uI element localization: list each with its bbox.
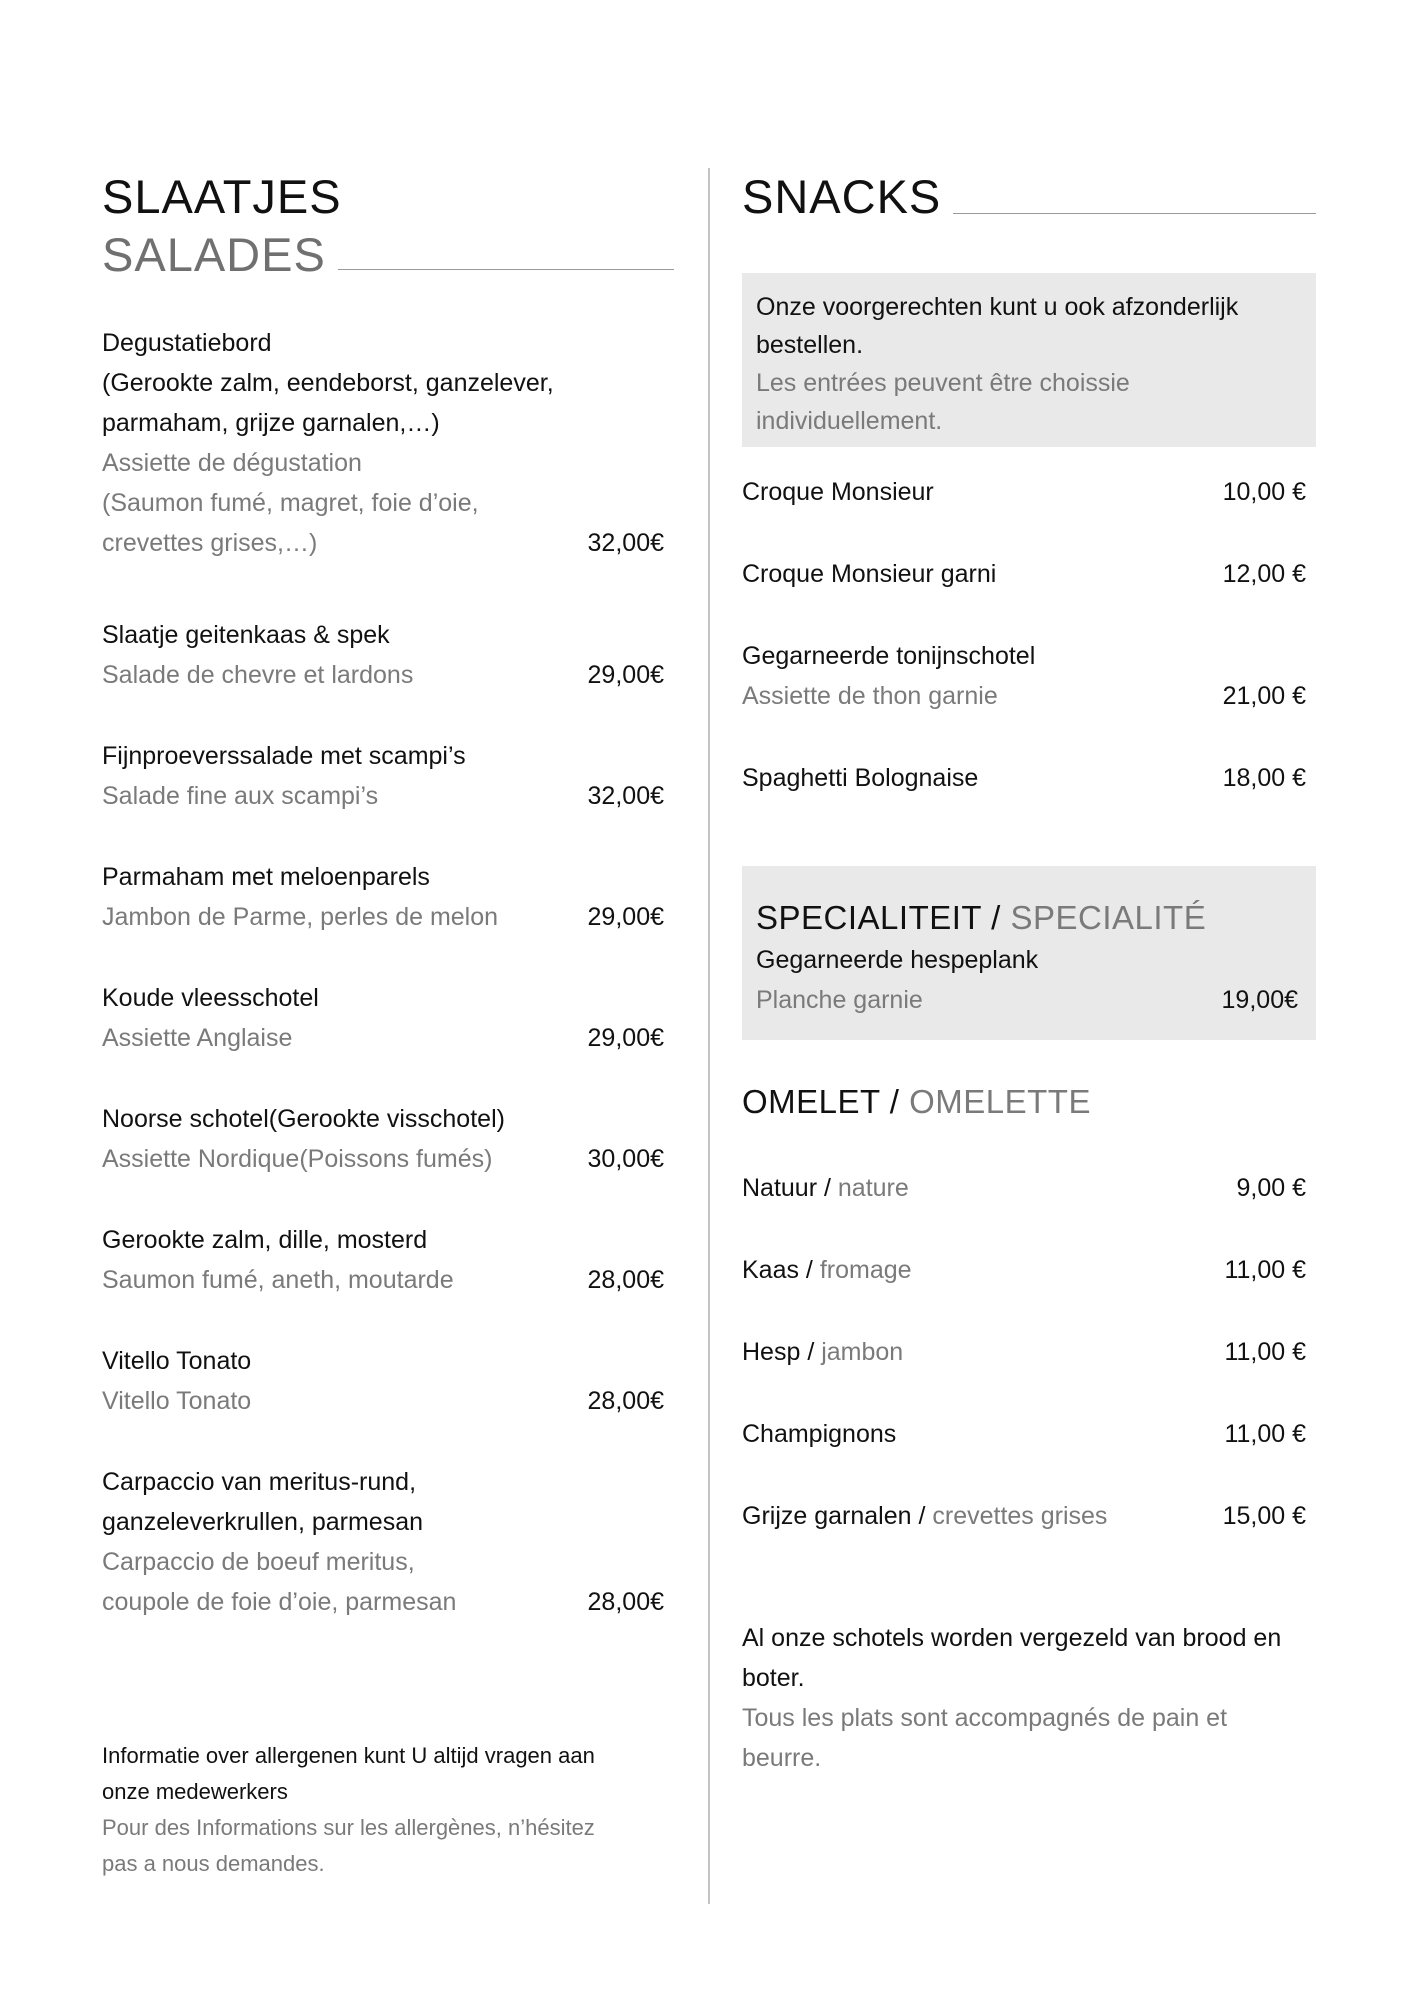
speciality-title <box>756 896 1302 940</box>
dish-price: 32,00€ <box>587 529 664 557</box>
snack-name: Croque Monsieur <box>742 478 934 506</box>
dish-item <box>102 1341 674 1421</box>
snack-price: 10,00 € <box>1222 478 1306 506</box>
dish-item <box>102 323 674 563</box>
dish-name-fr: Assiette de dégustation <box>102 449 362 477</box>
dish-name-fr: crevettes grises,…) <box>102 529 318 557</box>
dish-name-nl: ganzeleverkrullen, parmesan <box>102 1508 424 1536</box>
salads-title-nl: SLAATJES <box>102 170 342 223</box>
title-rule <box>953 213 1316 214</box>
bread-note <box>742 1618 1316 1778</box>
dish-name-nl: Fijnproeverssalade met scampi’s <box>102 742 466 770</box>
omelet-item: Kaas / fromage 11,00 € <box>742 1250 1316 1290</box>
dish-name-fr: Vitello Tonato <box>102 1387 252 1415</box>
dish-name-nl: parmaham, grijze garnalen,…) <box>102 409 440 437</box>
speciality-title-fr: SPECIALITÉ <box>1010 899 1207 936</box>
dish-item <box>102 1462 674 1622</box>
allergy-note-fr: Pour des Informations sur les allergènes, n’hésitez <box>102 1815 595 1840</box>
speciality-dish-fr: Planche garnie <box>756 986 923 1014</box>
dish-name-nl: Koude vleesschotel <box>102 984 319 1012</box>
omelet-title-nl: OMELET <box>742 1083 881 1120</box>
title-separator: / <box>991 899 1001 936</box>
dish-name-fr: coupole de foie d’oie, parmesan <box>102 1588 457 1616</box>
allergy-note-nl: onze medewerkers <box>102 1779 288 1804</box>
dish-name-fr: Jambon de Parme, perles de melon <box>102 903 499 931</box>
notice-fr: individuellement. <box>756 407 943 435</box>
salads-title-row <box>102 226 674 284</box>
snack-name-fr: Assiette de thon garnie <box>742 682 998 710</box>
omelet-price: 11,00 € <box>1224 1420 1306 1448</box>
omelet-item: Grijze garnalen / crevettes grises 15,00 € <box>742 1496 1316 1536</box>
notice-nl: bestellen. <box>756 331 864 359</box>
snack-price: 12,00 € <box>1222 560 1306 588</box>
notice-nl: Onze voorgerechten kunt u ook afzonderlijk <box>756 293 1239 321</box>
omelet-price: 11,00 € <box>1224 1256 1306 1284</box>
omelet-name-nl: Kaas <box>742 1256 799 1284</box>
bread-note-nl: boter. <box>742 1664 805 1692</box>
dish-item <box>102 615 674 695</box>
dish-price: 28,00€ <box>587 1387 664 1415</box>
dish-name-nl: Slaatje geitenkaas & spek <box>102 621 390 649</box>
dish-price: 29,00€ <box>587 661 664 689</box>
speciality-title-nl: SPECIALITEIT <box>756 899 982 936</box>
salads-title-fr: SALADES <box>102 228 326 281</box>
dish-name-fr: Salade de chevre et lardons <box>102 661 414 689</box>
notice-box <box>742 273 1316 447</box>
omelet-name-nl: Natuur <box>742 1174 818 1202</box>
snacks-title: SNACKS <box>742 170 942 223</box>
dish-item <box>102 978 674 1058</box>
dish-price: 28,00€ <box>587 1588 664 1616</box>
omelet-item <box>742 1414 1316 1454</box>
snack-price: 18,00 € <box>1222 764 1306 792</box>
omelet-name-fr: jambon <box>821 1338 904 1366</box>
omelet-name-nl: Grijze garnalen <box>742 1502 912 1530</box>
dish-name-fr: Carpaccio de boeuf meritus, <box>102 1548 415 1576</box>
speciality-price: 19,00€ <box>1221 986 1298 1014</box>
allergy-note <box>102 1738 674 1882</box>
bread-note-fr: Tous les plats sont accompagnés de pain et <box>742 1704 1228 1732</box>
omelet-price: 9,00 € <box>1236 1174 1306 1202</box>
omelet-name-fr: fromage <box>819 1256 912 1284</box>
dish-name-nl: Vitello Tonato <box>102 1347 252 1375</box>
speciality-dish <box>756 940 1302 1020</box>
allergy-note-nl: Informatie over allergenen kunt U altijd vragen aan <box>102 1743 595 1768</box>
bread-note-nl: Al onze schotels worden vergezeld van brood en <box>742 1624 1282 1652</box>
omelet-title <box>742 1080 1091 1124</box>
title-separator: / <box>889 1083 900 1120</box>
dish-price: 30,00€ <box>587 1145 664 1173</box>
dish-name-nl: Gerookte zalm, dille, mosterd <box>102 1226 428 1254</box>
dish-price: 28,00€ <box>587 1266 664 1294</box>
snack-price: 21,00 € <box>1222 682 1306 710</box>
dish-name-nl: Degustatiebord <box>102 329 272 357</box>
snack-item <box>742 554 1316 594</box>
omelet-price: 11,00 € <box>1224 1338 1306 1366</box>
omelet-name-fr: crevettes grises <box>932 1502 1108 1530</box>
bread-note-fr: beurre. <box>742 1744 822 1772</box>
omelet-title-fr: OMELETTE <box>909 1083 1091 1120</box>
dish-item <box>102 1220 674 1300</box>
dish-name-fr: Salade fine aux scampi’s <box>102 782 379 810</box>
snack-name: Spaghetti Bolognaise <box>742 764 979 792</box>
dish-name-nl: (Gerookte zalm, eendeborst, ganzelever, <box>102 369 554 397</box>
snack-item <box>742 758 1316 798</box>
dish-name-nl: Noorse schotel(Gerookte visschotel) <box>102 1105 505 1133</box>
dish-name-fr: Assiette Nordique(Poissons fumés) <box>102 1145 493 1173</box>
dish-price: 32,00€ <box>587 782 664 810</box>
snacks-title-row <box>742 168 1316 226</box>
dish-price: 29,00€ <box>587 1024 664 1052</box>
omelet-price: 15,00 € <box>1222 1502 1306 1530</box>
snack-name: Gegarneerde tonijnschotel <box>742 642 1036 670</box>
dish-item <box>102 736 674 816</box>
dish-name-nl: Carpaccio van meritus-rund, <box>102 1468 417 1496</box>
allergy-note-fr: pas a nous demandes. <box>102 1851 325 1876</box>
notice-fr: Les entrées peuvent être choissie <box>756 369 1130 397</box>
speciality-dish-nl: Gegarneerde hespeplank <box>756 946 1039 974</box>
dish-name-nl: Parmaham met meloenparels <box>102 863 430 891</box>
omelet-name-nl: Hesp <box>742 1338 801 1366</box>
snack-item <box>742 472 1316 512</box>
omelet-name-nl: Champignons <box>742 1420 897 1448</box>
dish-price: 29,00€ <box>587 903 664 931</box>
title-rule <box>338 269 674 270</box>
column-divider <box>708 168 710 1904</box>
dish-item <box>102 1099 674 1179</box>
dish-item <box>102 857 674 937</box>
speciality-box <box>742 866 1316 1040</box>
dish-name-fr: Saumon fumé, aneth, moutarde <box>102 1266 454 1294</box>
snack-item <box>742 636 1316 716</box>
snack-name: Croque Monsieur garni <box>742 560 997 588</box>
dish-name-fr: Assiette Anglaise <box>102 1024 293 1052</box>
omelet-name-fr: nature <box>837 1174 909 1202</box>
dish-name-fr: (Saumon fumé, magret, foie d’oie, <box>102 489 479 517</box>
omelet-item: Hesp / jambon 11,00 € <box>742 1332 1316 1372</box>
omelet-item: Natuur / nature 9,00 € <box>742 1168 1316 1208</box>
